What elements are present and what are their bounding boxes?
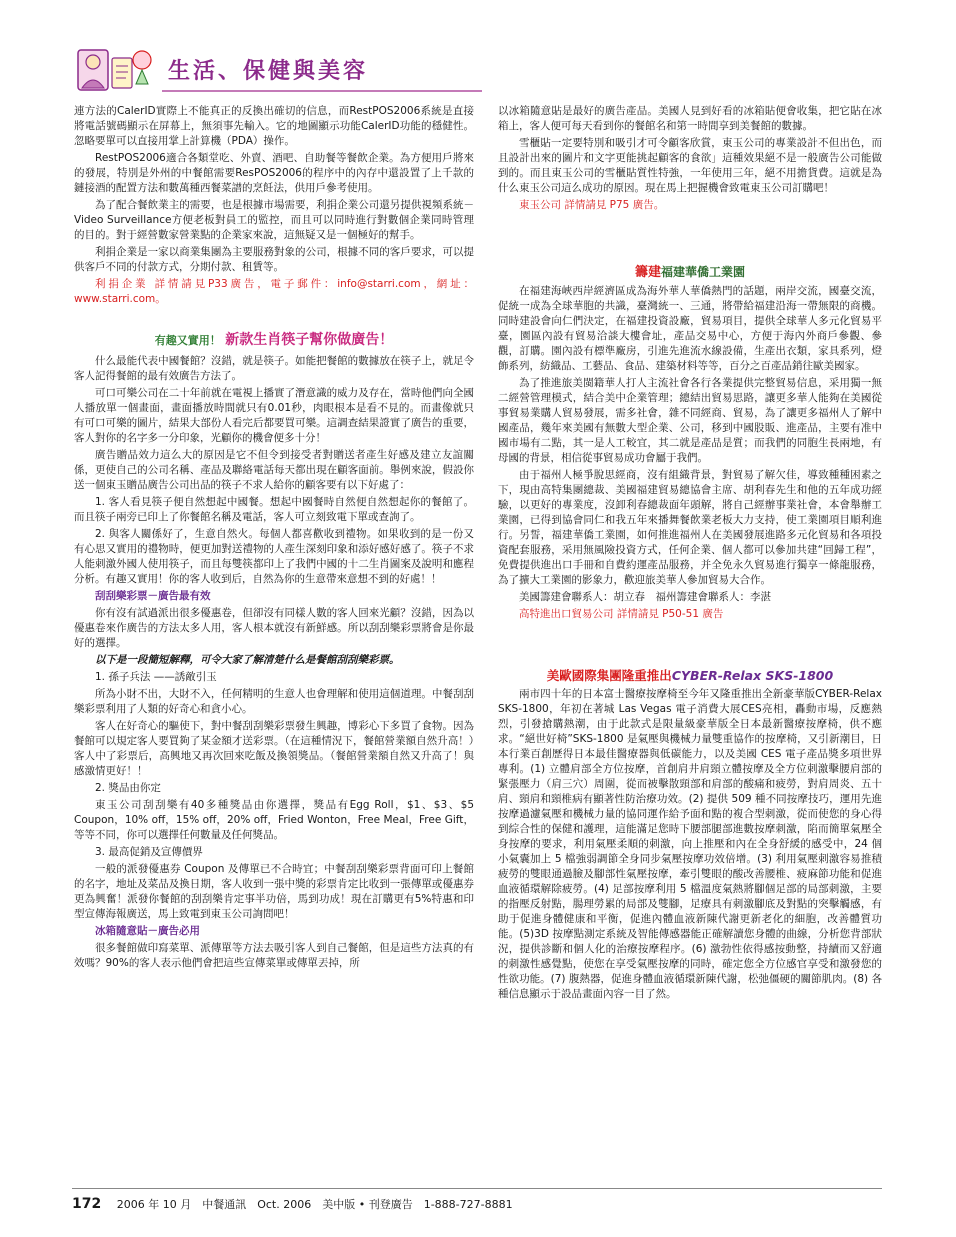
paragraph: 什么最能代表中國餐館？沒錯，就是筷子。如能把餐館的數據放在筷子上，就足令客人記得餐館的最有效廣告方法了。 — [74, 355, 474, 382]
paragraph: 你有沒有試過派出很多優惠卷，但卻沒有同樣人數的客人回來光顧？沒錯，因為以優惠卷來作廣告的方法太多人用，客人根本就沒有新鮮感。所以刮刮樂彩票將會是你最好的選擇。 — [74, 607, 474, 649]
emphasis-line: 以下是一段簡短解釋，可令大家了解清楚什么是餐館刮刮樂彩票。 — [95, 654, 400, 666]
paragraph: 為了推進旅美閩籍華人打人主流社會各行各業提供完整貿易信息，采用獨一無二經營管理模式，結合美中企業管理；總結出貿易思路，讓更多華人能夠在美國從事貿易業購人貿易發展，需多社會，雜不同經商、貿易，為了讓更多福州人了解中國產品，幾年來美國有無數大型企業、公司，移到中國股販、進產品，主要有准中國市場有二點，其一是人工較宜，其二就是產品是質；而我們的同胞生長兩地，有母國的背景，相信從事貿易成功會屬于我們。 — [498, 377, 882, 464]
ad-reference: 東玉公司 詳情請見 P75 廣告。 — [519, 199, 665, 211]
paragraph: 很多餐館做印寫菜單、派傳單等方法去吸引客人到自己餐館，但是這些方法真的有效嗎？90%的客人表示他們會把這些宣傳菜單或傳單丟掉，所 — [74, 942, 474, 969]
paragraph: 客人在好奇心的驅使下，對中餐刮刮樂彩票發生興趣，博彩心下多買了食物。因為餐館可以規定客人要買夠了某金額才送彩票。（在這種情況下，餐館營業額自然升高！）客人中了彩票后，高興地又再次回來吃飯及換領獎品。（餐館營業額自然又升高了！與感激情更好！！ — [74, 720, 474, 777]
paragraph: 利捐企業是一家以商業集團為主要服務對象的公司，根據不同的客戶要求，可以提供客戶不同的付款方式，分期付款、租賃等。 — [74, 246, 474, 273]
article-title-industrial-park — [498, 265, 882, 280]
title-english: CYBER-Relax SKS-1800 — [671, 668, 834, 683]
footer-text: 2006 年 10 月 中餐通訊 Oct. 2006 美中版 • 刊登廣告 1-888-727-8881 — [116, 1198, 513, 1211]
paragraph: 所為小財不出，大財不入，任何精明的生意人也會理解和使用這個道理。中餐刮刮樂彩票利用了人類的好奇心和貪小心。 — [74, 688, 474, 715]
article-headline: 新款生肖筷子幫你做廣告！ — [225, 332, 394, 348]
ad-reference: 高特進出口貿易公司 詳情請見 P50-51 廣告 — [519, 608, 724, 620]
paragraph: 2. 獎品由你定 — [95, 782, 161, 794]
section-header — [76, 40, 496, 98]
article-kicker: 有趣又實用！ — [154, 334, 221, 347]
paragraph: 由于福州人極爭脫思經商，沒有組織背景，對貿易了解欠佳，導致種種困素之下，現由高特集團總裁、美國福建貿易總協會主席、胡利春先生和他的五年成功經驗，以更好的專業度，沒卸利春總裁面年頭解，將自己經辦事業社會，本會舉辦工業園，已得到協會同仁和我五年來播舞餐飲業老板大力支持，使工業園項目順利進行。另誓，福建華僑工業園，如何推進福州人在美國發展進路多元化貿易和各項投資配套服務，采用無風險投資方式，任何企業、個人都可以參加共建“回歸工程”，免費提供進出口手冊和自費約運產品服務，并全免永久貿易進行獨享一條龍服務，為了擴大工業園的影象力，歡迎旅美華人參加貿易大合作。 — [498, 469, 882, 586]
page-footer — [72, 1196, 513, 1212]
section-title: 生活、保健與美容 — [168, 59, 369, 84]
paragraph: 兩市四十年的日本富士醫療按摩椅至今年又隆重推出全新豪華版CYBER-Relax SKS-1800，年初在著城 Las Vegas 電子消費大展CES亮相，轟動市場，反應熱烈，引發搶購熱潮，由于此款式是限量級豪華版全日本最新醫療按摩椅，供不應求。“絕世好椅”SKS-1800 是氣壓與機械力量雙重協作的按摩椅，又引新潮目，日本行業百創歷得日本最佳醫療器與低碳能力，以及美國 CES 電子產品獎多項世界專利。(1) 立體肩部全方位按摩，首創肩井肩頸立體按摩及全方位刺激擊腰肩部的緊張壓力（肩三穴）周圍，從而被擊散頸部和肩部的酸痛和疲勞，對肩周炎、五十肩、頸肩和頸椎病有顯著性防治療功效。(2) 提供 509 種不同按摩技巧，運用先進按摩過濾氣壓和機械力量的協同運作給予面和點的複合型刺激，從而使您的身心得到綜合性的保健和護理，這能滿足您時下腰部腿部進數按摩刺激，陷而簡單氣壓全身按摩的要求，利用氣壓柔順的刺激，向上推壓和內在全身舒緩的感受中，24 個小氣囊加上 5 檔強弱調節全身同步氣壓按摩功效倍增。(3) 利用氣壓刺激容易推積疲勞的雙眼通過臉及腳部性氣壓按摩，牽引雙眼的酸改善腰椎、疲麻節功能和促進血液循環解除疲勞。(4) 足部按摩利用 5 檔溫度氣熱將腳個足部的局部刺激，主要的指壓反射點，腸理勞累的局部及雙腳，足療具有刺激腳底及對點的突擊觸感，有助于促進身體健康和平衡，促進內體血液新陳代謝更新老化的細胞，改善體質功能。(5)3D 按摩點測定系統及智能傳感器能正確解讀您身體的曲線，分析您背部狀況，提供診斷和個人化的治療按摩程序。(6) 激勃性依得感按動整，持續而又舒適的刺激性感覺點，使您在享受氣壓按摩的同時，確定您全方位感官享受和激發您的性欲功能。(7) 腹熱器，促進身體血液循環新陳代謝，松弛僵硬的關節肌肉。(8) 各種信息顯示于設品畫面內容一目了然。 — [498, 688, 882, 1000]
paragraph: 1. 客人看見筷子便自然想起中國餐。想起中國餐時自然便自然想起你的餐館了。而且筷子兩旁已印上了你餐館名稱及電話，客人可立刻致電下單或查詢了。 — [74, 496, 474, 523]
paragraph: 2. 與客人關係好了，生意自然火。每個人都喜歡收到禮物。如果收到的是一份又有心思又實用的禮物時，便更加對送禮物的人產生深刻印象和添好感好感了。筷子不求人能刺激外國人使用筷子，而且每雙筷都印上了我們中國的十二生肖圖案及說明和應程分析。有趣又實用！你的客人收到后，自然為你的生意帶來意想不到的好處！！ — [74, 528, 474, 585]
title-chinese: 美歐國際集團隆重推出 — [546, 668, 672, 683]
paragraph: RestPOS2006適合各類堂吃、外賣、酒吧、自助餐等餐飲企業。為方便用戶將來的發展，特別是外州的中餐館需要ResPOS2006的程序中的內存中還設置了上千款的鏈接酒的配置方法和數萬種西餐菜譜的烹飪法，供用戶參考使用。 — [74, 152, 474, 194]
paragraph: 東玉公司刮刮樂有40多種獎品由你選擇，獎品有Egg Roll，$1、$3、$5 Coupon，10% off，15% off，20% off，Fried Wonton，Free Meal，Free Gift，等等不同，你可以選擇任何數量及任何獎品。 — [74, 799, 474, 841]
paragraph: 1. 孫子兵法 ——誘敵引玉 — [95, 671, 217, 683]
paragraph: 廣告贈品效力這么大的原因是它不但令到接受者對贈送者產生好感及建立友誼關係，更使自己的公司名稱、產品及聯絡電話每天都出現在顧客面前。舉例來說，假設你送一個東玉贈品廣告公司出品的筷子不求人給你的顧客要有以下好處了： — [74, 449, 474, 491]
lifestyle-illustration-icon — [76, 40, 154, 98]
paragraph: 雪櫃貼一定要特別和吸引才可令顧客欣賞，東玉公司的專業設計不但出色，而且設計出來的圖片和文字更能挑起顧客的食欲」這種效果絕不是一般廣告公司能做到的。而且東玉公司的雪櫃貼質性特強，一年使用三年，絕不用擔貨費。這就是為什么東玉公司這么成功的原因。現在馬上把握機會致電東玉公司訂購吧！ — [498, 137, 882, 194]
ad-reference: 利捐企業 詳情請見P33廣告，電子郵件：info@starri.com，網址：www.starri.com。 — [74, 278, 474, 305]
paragraph: 一般的派發優惠券 Coupon 及傳單已不合時宜；中餐刮刮樂彩票背面可印上餐館的名字，地址及菜品及換日期，客人收到一張中獎的彩票肯定比收到一張傳單或優惠券更為興奮！派發你餐館的刮刮樂肯定事半功倍，馬到功成！現在訂購更有5%特惠和印型宣傳海報廣送，馬上致電到東玉公司詢問吧！ — [74, 863, 474, 920]
paragraph: 3. 最高促銷及宣傳價界 — [95, 846, 203, 858]
paragraph: 美國籌建會聯系人：胡立春 福州籌建會聯系人：李湛 — [519, 591, 771, 603]
paragraph: 可口可樂公司在二十年前就在電視上播實了潛意識的威力及存在，當時他們向全國人播放單一個畫面，畫面播放時間就只有0.01秒，肉眼根本是看不見的。而畫像就只有可口可樂的圖片，結果大部份人看完后都要買可樂。這調查結果證實了廣告的重要，客人對你的名字多一分印象，光顧你的機會便多十分！ — [74, 387, 474, 444]
article-title-chopsticks — [74, 333, 474, 348]
left-column — [74, 104, 474, 973]
title-lead: 籌建 — [634, 265, 661, 280]
subheading: 刮刮樂彩票－廣告最有效 — [95, 590, 211, 602]
subheading: 冰箱隨意貼－廣告必用 — [95, 925, 200, 937]
paragraph: 在福建海峽西岸經濟區成為海外華人華僑熱門的話題，兩岸交流，國臺交流，促統一成為全球華胞的共識，臺灣統一、三通，將帶給福建沿海一帶無限的商機。同時建設會向仁們決定，在福建投資設廠，貿易項目，提供全球華人多元化貿易平臺，園區內設有貿易洽談大樓會址，產品交易中心，方便于海內外商戶參觀、參觀，訂購。園內設有標準廠房，引進先進流水線設備，生產出衣類，家具系列，燈飾系列，紡織品、工藝品、食品、建築材料等等，百分之百產品銷往歐美國家。 — [498, 285, 882, 372]
article-title-massage-chair — [498, 668, 882, 683]
paragraph: 以冰箱隨意貼是最好的廣告產品。美國人見到好看的冰箱貼便會收集，把它貼在冰箱上，客人便可每天看到你的餐館名和第一時間享到美餐館的數據。 — [498, 105, 882, 132]
title-underline — [162, 90, 482, 92]
title-rest: 福建華僑工業園 — [661, 265, 746, 279]
paragraph: 為了配合餐飲業主的需要，也是根據市場需要，利捐企業公司還另提供視頻系統－Video Surveillance方便老板對員工的監控，而且可以同時進行對數個企業同時管理的目的。對于經營數家營業點的企業家來說，這無疑又是一個極好的幫手。 — [74, 199, 474, 241]
paragraph: 連方法的CalerID實際上不能真正的反換出確切的信息，而RestPOS2006系統是直接將電話號碼顯示在屏幕上，無須事先輸入。它的地圖顯示功能CalerID功能的穩健性。忽略要單可以直接用掌上計算機（PDA）操作。 — [74, 105, 474, 147]
page-number: 172 — [72, 1196, 102, 1212]
footer-divider — [72, 1188, 882, 1189]
right-column — [498, 104, 882, 1004]
